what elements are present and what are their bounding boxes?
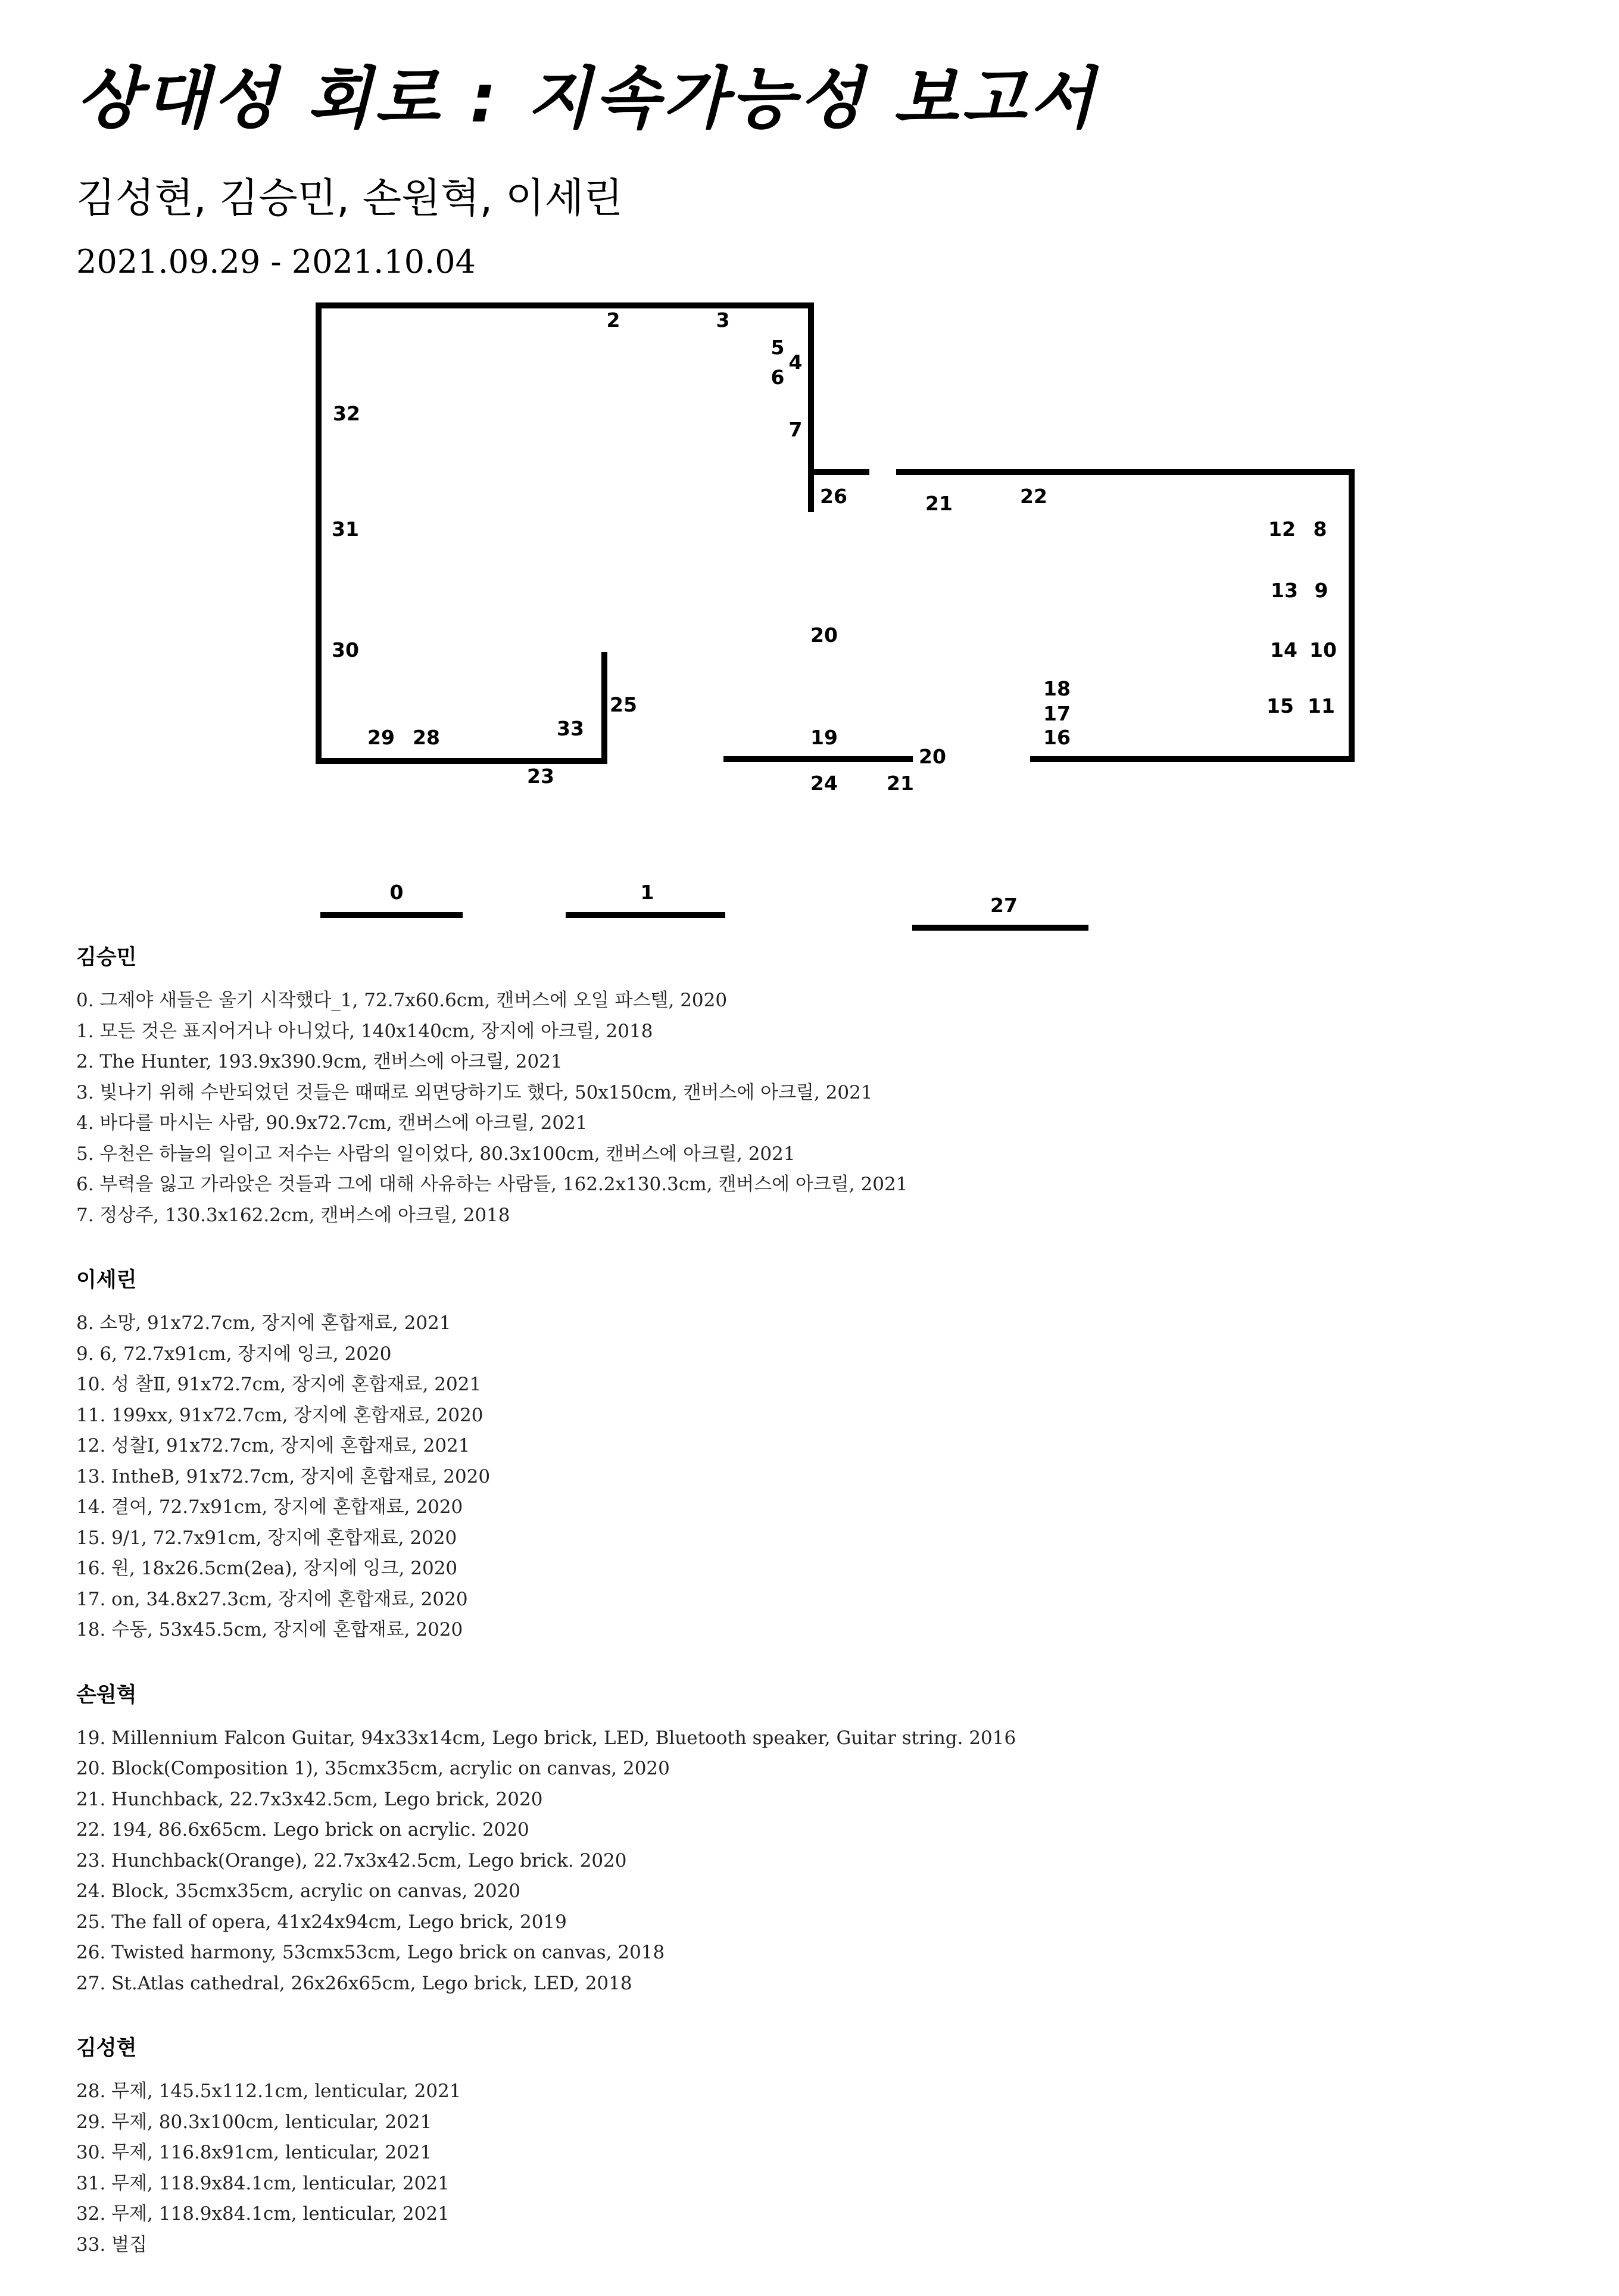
floor-plan-walls — [319, 305, 1352, 928]
plan-label: 8 — [1313, 517, 1327, 541]
plan-label: 10 — [1309, 638, 1337, 662]
plan-label: 28 — [413, 726, 440, 749]
plan-label: 3 — [716, 308, 730, 332]
artist-name: 김성현 — [76, 2036, 137, 2060]
artwork-item: 14. 결여, 72.7x91cm, 장지에 혼합재료, 2020 — [76, 1496, 463, 1518]
artwork-item: 13. IntheB, 91x72.7cm, 장지에 혼합재료, 2020 — [76, 1465, 491, 1487]
plan-label: 5 — [770, 336, 785, 359]
artist-names: 김성현, 김승민, 손원혁, 이세린 — [76, 175, 623, 222]
plan-label: 27 — [990, 894, 1018, 917]
plan-label: 33 — [557, 717, 584, 740]
plan-label: 6 — [770, 366, 785, 389]
artwork-item: 3. 빛나기 위해 수반되었던 것들은 때때로 외면당하기도 했다, 50x150cm, 캔버스에 아크릴, 2021 — [76, 1081, 873, 1103]
artwork-item: 7. 정상주, 130.3x162.2cm, 캔버스에 아크릴, 2018 — [76, 1204, 510, 1226]
artwork-item: 27. St.Atlas cathedral, 26x26x65cm, Lego brick, LED, 2018 — [76, 1972, 632, 1994]
floor-plan — [0, 286, 1619, 941]
artist-name: 손원혁 — [76, 1683, 137, 1707]
artwork-item: 12. 성찰Ⅰ, 91x72.7cm, 장지에 혼합재료, 2021 — [76, 1435, 470, 1456]
artist-name: 이세린 — [76, 1268, 137, 1292]
artwork-item: 9. 6, 72.7x91cm, 장지에 잉크, 2020 — [76, 1343, 392, 1365]
plan-label: 21 — [887, 772, 914, 795]
artwork-item: 30. 무제, 116.8x91cm, lenticular, 2021 — [76, 2142, 432, 2163]
plan-label: 11 — [1308, 694, 1335, 718]
exhibition-dates: 2021.09.29 - 2021.10.04 — [76, 243, 476, 280]
artwork-item: 25. The fall of opera, 41x24x94cm, Lego brick, 2019 — [76, 1911, 567, 1933]
artwork-item: 20. Block(Composition 1), 35cmx35cm, acrylic on canvas, 2020 — [76, 1758, 670, 1779]
artwork-item: 19. Millennium Falcon Guitar, 94x33x14cm, Lego brick, LED, Bluetooth speaker, Guitar string. 2016 — [76, 1727, 1016, 1749]
plan-label: 15 — [1266, 694, 1294, 718]
wall-left-room — [319, 305, 811, 761]
artwork-item: 18. 수동, 53x45.5cm, 장지에 혼합재료, 2020 — [76, 1619, 463, 1640]
artwork-item: 23. Hunchback(Orange), 22.7x3x42.5cm, Lego brick. 2020 — [76, 1849, 627, 1871]
plan-label: 2 — [606, 308, 620, 332]
plan-label: 9 — [1314, 579, 1328, 602]
artist-group — [76, 2035, 1553, 2260]
artwork-item: 31. 무제, 118.9x84.1cm, lenticular, 2021 — [76, 2172, 450, 2194]
artwork-item: 1. 모든 것은 표지어거나 아니었다, 140x140cm, 장지에 아크릴, 2018 — [76, 1020, 653, 1042]
plan-label: 32 — [333, 402, 360, 425]
exhibition-title: 상대성 회로 : 지속가능성 보고서 — [76, 60, 1098, 138]
plan-label: 16 — [1043, 726, 1071, 749]
plan-label: 23 — [527, 765, 554, 788]
artwork-item: 5. 우천은 하늘의 일이고 저수는 사람의 일이었다, 80.3x100cm, 캔버스에 아크릴, 2021 — [76, 1143, 796, 1165]
artwork-item: 0. 그제야 새들은 울기 시작했다_1, 72.7x60.6cm, 캔버스에 오일 파스텔, 2020 — [76, 990, 728, 1011]
plan-label: 22 — [1020, 485, 1047, 508]
artwork-item: 28. 무제, 145.5x112.1cm, lenticular, 2021 — [76, 2080, 461, 2102]
plan-label: 12 — [1268, 517, 1296, 541]
plan-label: 20 — [919, 745, 946, 768]
plan-label: 14 — [1270, 638, 1297, 662]
artwork-item: 4. 바다를 마시는 사람, 90.9x72.7cm, 캔버스에 아크릴, 2021 — [76, 1112, 588, 1134]
artwork-list — [76, 944, 1553, 2296]
plan-label: 24 — [810, 772, 838, 795]
artist-name: 김승민 — [76, 946, 137, 969]
artwork-item: 8. 소망, 91x72.7cm, 장지에 혼합재료, 2021 — [76, 1312, 451, 1334]
artwork-item: 16. 원, 18x26.5cm(2ea), 장지에 잉크, 2020 — [76, 1558, 458, 1579]
artwork-item: 17. on, 34.8x27.3cm, 장지에 혼합재료, 2020 — [76, 1588, 468, 1610]
artwork-item: 24. Block, 35cmx35cm, acrylic on canvas, 2020 — [76, 1880, 520, 1902]
plan-label: 26 — [820, 485, 847, 508]
artwork-item: 15. 9/1, 72.7x91cm, 장지에 혼합재료, 2020 — [76, 1527, 457, 1549]
artist-group — [76, 944, 1553, 1231]
artwork-item: 2. The Hunter, 193.9x390.9cm, 캔버스에 아크릴, 2021 — [76, 1051, 563, 1072]
plan-label: 30 — [332, 638, 359, 662]
plan-label: 0 — [389, 881, 404, 904]
plan-label: 1 — [640, 881, 654, 904]
artwork-item: 33. 벌집 — [76, 2233, 148, 2256]
plan-label: 25 — [610, 693, 637, 716]
artwork-item: 6. 부력을 잃고 가라앉은 것들과 그에 대해 사유하는 사람들, 162.2x130.3cm, 캔버스에 아크릴, 2021 — [76, 1174, 908, 1195]
artwork-item: 26. Twisted harmony, 53cmx53cm, Lego brick on canvas, 2018 — [76, 1942, 665, 1963]
plan-label: 7 — [788, 418, 803, 441]
plan-label: 13 — [1271, 579, 1298, 602]
artist-group — [76, 1266, 1553, 1646]
artwork-item: 29. 무제, 80.3x100cm, lenticular, 2021 — [76, 2111, 432, 2133]
artwork-item: 21. Hunchback, 22.7x3x42.5cm, Lego brick, 2020 — [76, 1788, 543, 1810]
artwork-item: 32. 무제, 118.9x84.1cm, lenticular, 2021 — [76, 2203, 450, 2225]
plan-label: 31 — [332, 517, 359, 541]
plan-label: 18 — [1043, 677, 1071, 700]
floor-plan-labels — [332, 308, 1337, 917]
artwork-item: 11. 199xx, 91x72.7cm, 장지에 혼합재료, 2020 — [76, 1404, 483, 1426]
artist-group — [76, 1682, 1553, 1999]
plan-label: 4 — [788, 351, 803, 374]
plan-label: 21 — [925, 492, 953, 515]
plan-label: 29 — [367, 726, 395, 749]
artwork-item: 22. 194, 86.6x65cm. Lego brick on acrylic. 2020 — [76, 1819, 529, 1840]
plan-label: 19 — [810, 726, 838, 749]
artwork-item: 10. 성 찰Ⅱ, 91x72.7cm, 장지에 혼합재료, 2021 — [76, 1374, 482, 1395]
plan-label: 20 — [810, 623, 838, 647]
plan-label: 17 — [1043, 702, 1071, 725]
